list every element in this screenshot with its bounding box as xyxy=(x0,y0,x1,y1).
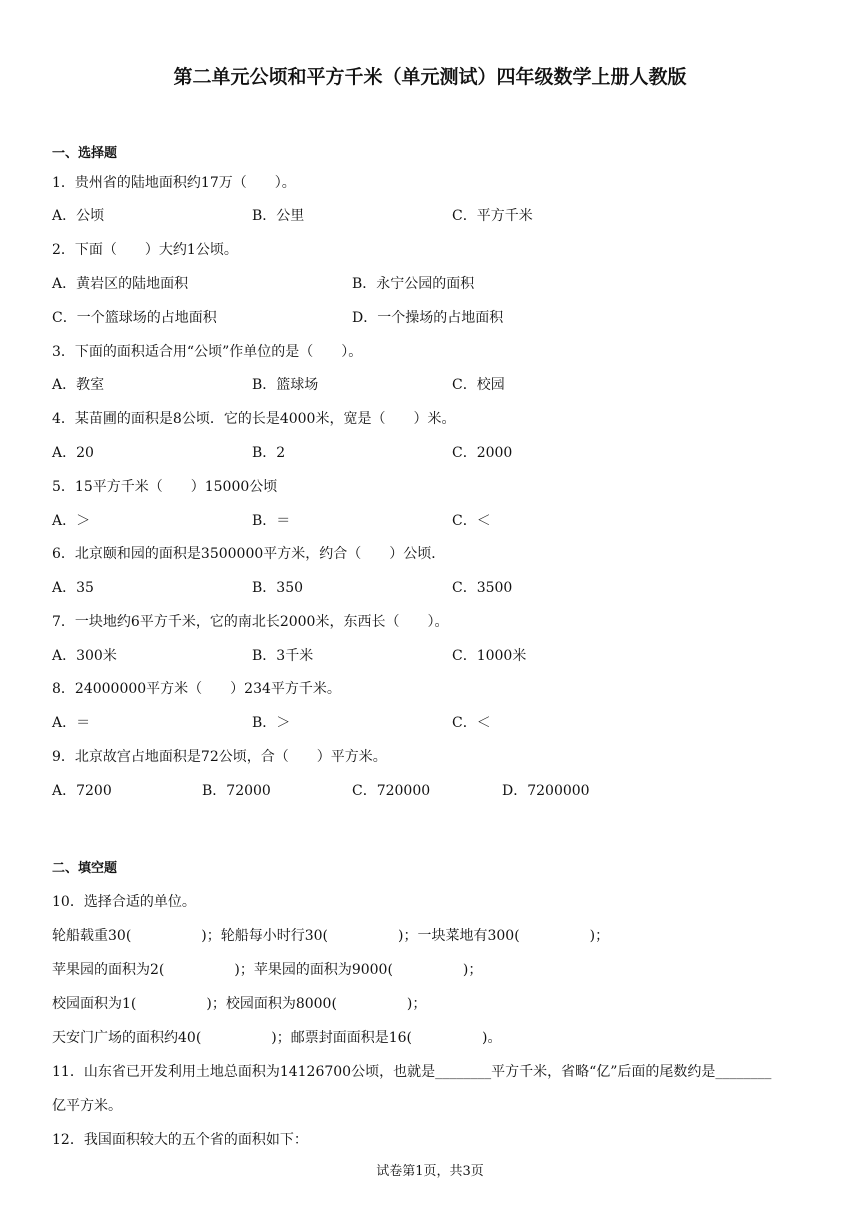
q9-option-d: D．7200000 xyxy=(502,783,590,799)
q2-option-b: B．永宁公园的面积 xyxy=(352,276,475,292)
question-2: 2．下面（ ）大约1公顷。 xyxy=(52,242,238,258)
q8-option-c: C．＜ xyxy=(452,715,491,731)
question-9: 9．北京故宫占地面积是72公顷，合（ ）平方米。 xyxy=(52,749,387,765)
q6-option-c: C．3500 xyxy=(452,580,513,596)
q4-option-a: A．20 xyxy=(52,445,94,461)
q10-line-3: 校园面积为1( )；校园面积为8000( )； xyxy=(52,996,427,1012)
question-4: 4．某苗圃的面积是8公顷．它的长是4000米，宽是（ ）米。 xyxy=(52,411,456,427)
page-footer: 试卷第1页，共3页 xyxy=(376,1164,484,1179)
question-11: 11．山东省已开发利用土地总面积为14126700公顷，也就是________平方千米，省略“亿”后面的尾数约是________ xyxy=(52,1064,772,1080)
question-7: 7．一块地约6平方千米，它的南北长2000米，东西长（ ）。 xyxy=(52,614,449,630)
q8-option-a: A．＝ xyxy=(52,715,91,731)
q5-option-c: C．＜ xyxy=(452,513,491,529)
question-8: 8．24000000平方米（ ）234平方千米。 xyxy=(52,681,341,697)
question-5: 5．15平方千米（ ）15000公顷 xyxy=(52,479,278,495)
q3-option-a: A．教室 xyxy=(52,377,105,393)
question-12: 12．我国面积较大的五个省的面积如下： xyxy=(52,1132,308,1148)
question-3: 3．下面的面积适合用“公顷”作单位的是（ ）。 xyxy=(52,344,363,360)
q8-option-b: B．＞ xyxy=(252,715,291,731)
q10-line-1: 轮船载重30( )；轮船每小时行30( )；一块菜地有300( )； xyxy=(52,928,610,944)
question-6: 6．北京颐和园的面积是3500000平方米，约合（ ）公顷． xyxy=(52,546,446,562)
q7-option-b: B．3千米 xyxy=(252,648,314,664)
q7-option-a: A．300米 xyxy=(52,648,117,664)
q5-option-a: A．＞ xyxy=(52,513,91,529)
q2-option-a: A．黄岩区的陆地面积 xyxy=(52,276,189,292)
q1-option-b: B．公里 xyxy=(252,208,305,224)
q7-option-c: C．1000米 xyxy=(452,648,527,664)
q1-option-a: A．公顷 xyxy=(52,208,105,224)
q1-option-c: C．平方千米 xyxy=(452,208,533,224)
question-1: 1．贵州省的陆地面积约17万（ ）。 xyxy=(52,175,296,191)
question-11-cont: 亿平方米。 xyxy=(52,1098,122,1114)
section-heading-fill: 二、填空题 xyxy=(52,861,118,876)
q9-option-b: B．72000 xyxy=(202,783,271,799)
q2-option-c: C．一个篮球场的占地面积 xyxy=(52,310,217,326)
q3-option-c: C．校园 xyxy=(452,377,505,393)
q9-option-c: C．720000 xyxy=(352,783,431,799)
q4-option-c: C．2000 xyxy=(452,445,513,461)
page-title: 第二单元公顷和平方千米（单元测试）四年级数学上册人教版 xyxy=(173,66,687,88)
q5-option-b: B．＝ xyxy=(252,513,291,529)
q10-line-2: 苹果园的面积为2( )；苹果园的面积为9000( )； xyxy=(52,962,483,978)
question-10: 10．选择合适的单位。 xyxy=(52,894,196,910)
q6-option-b: B．350 xyxy=(252,580,304,596)
q4-option-b: B．2 xyxy=(252,445,286,461)
q2-option-d: D．一个操场的占地面积 xyxy=(352,310,504,326)
section-heading-choice: 一、选择题 xyxy=(52,146,118,161)
q6-option-a: A．35 xyxy=(52,580,94,596)
q9-option-a: A．7200 xyxy=(52,783,112,799)
q3-option-b: B．篮球场 xyxy=(252,377,319,393)
q10-line-4: 天安门广场的面积约40( )；邮票封面面积是16( )。 xyxy=(52,1030,502,1046)
